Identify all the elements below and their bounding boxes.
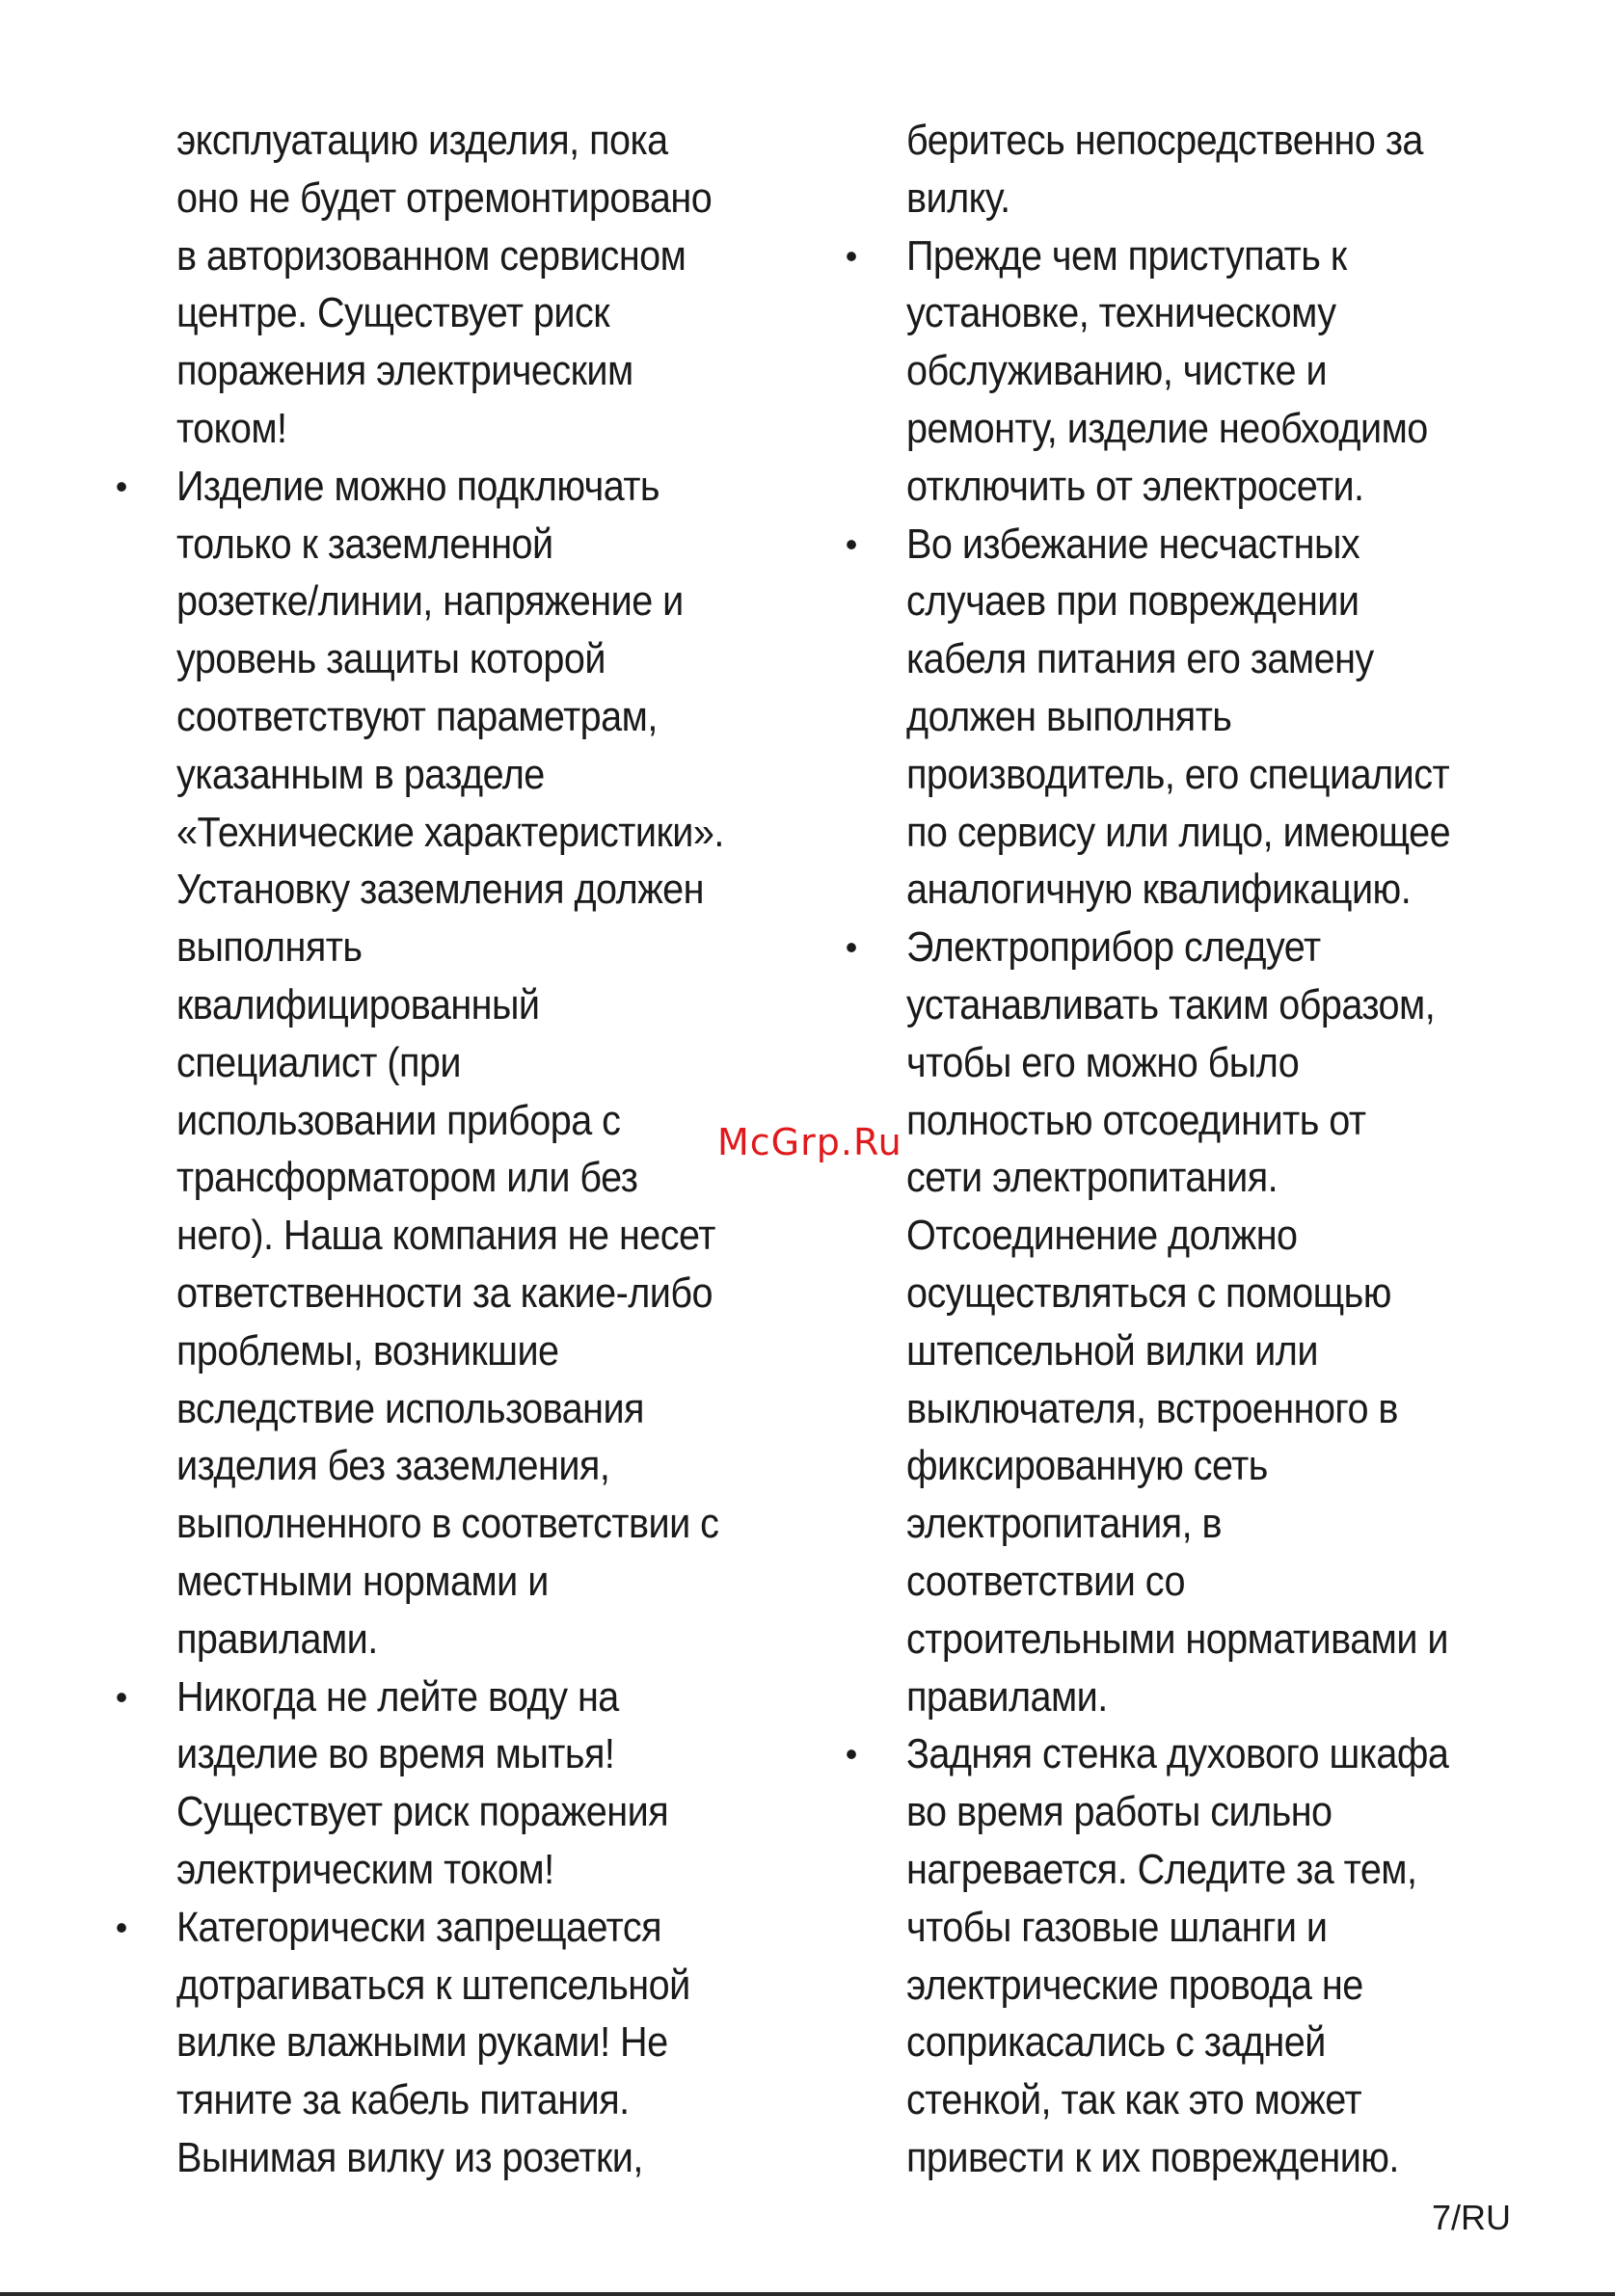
- bullet-icon: •: [845, 1734, 858, 1775]
- text-line: использовании прибора с: [176, 1096, 621, 1144]
- text-line: сети электропитания.: [906, 1154, 1279, 1202]
- bullet-icon: •: [115, 466, 128, 506]
- watermark-text: McGrp.Ru: [717, 1121, 902, 1163]
- text-line: привести к их повреждению.: [906, 2133, 1399, 2181]
- text-line: нагревается. Следите за тем,: [906, 1845, 1417, 1893]
- text-line: вилке влажными руками! Не: [176, 2018, 668, 2067]
- text-line: эксплуатацию изделия, пока: [176, 117, 668, 164]
- text-line: Установку заземления должен: [176, 866, 704, 914]
- text-line: Вынимая вилку из розетки,: [176, 2133, 643, 2181]
- list-item-text: [176, 1899, 812, 2187]
- text-line: указанным в разделе: [176, 750, 545, 798]
- page-number: 7/RU: [1431, 2198, 1511, 2237]
- text-line: штепсельной вилки или: [906, 1326, 1318, 1375]
- text-line: ответственности за какие-либо: [176, 1268, 713, 1317]
- text-line: соответствуют параметрам,: [176, 692, 658, 740]
- list-item-text: [906, 516, 1522, 920]
- text-line: проблемы, возникшие: [176, 1326, 559, 1375]
- list-item-text: [906, 227, 1522, 516]
- list-item: [115, 1669, 813, 1899]
- text-line: устанавливать таким образом,: [906, 980, 1436, 1028]
- text-line: вилку.: [906, 174, 1010, 222]
- text-line: во время работы сильно: [906, 1788, 1332, 1836]
- text-line: должен выполнять: [906, 692, 1232, 740]
- text-line: изделие во время мытья!: [176, 1730, 615, 1778]
- text-line: установке, техническому: [906, 289, 1336, 337]
- text-line: электропитания, в: [906, 1500, 1222, 1548]
- text-line: выключателя, встроенного в: [906, 1384, 1398, 1432]
- text-line: тяните за кабель питания.: [176, 2076, 630, 2124]
- text-line: только к заземленной: [176, 520, 553, 568]
- text-line: беритесь непосредственно за: [906, 117, 1423, 164]
- text-line: оно не будет отремонтировано: [176, 174, 713, 222]
- list-item-text: [176, 1669, 812, 1899]
- text-line: выполнять: [176, 923, 363, 972]
- text-line: осуществляться с помощью: [906, 1268, 1391, 1317]
- text-line: чтобы его можно было: [906, 1038, 1300, 1086]
- bullet-icon: •: [115, 1676, 128, 1717]
- text-line: отключить от электросети.: [906, 462, 1364, 510]
- text-line: Электроприбор следует: [906, 923, 1321, 972]
- bullet-icon: •: [845, 523, 858, 564]
- text-line: соприкасались с задней: [906, 2018, 1326, 2067]
- text-line: электрические провода не: [906, 1961, 1363, 2009]
- left-intro-paragraph: [176, 112, 812, 458]
- text-line: правилами.: [176, 1615, 378, 1663]
- text-line: Изделие можно подключать: [176, 462, 660, 510]
- text-line: обслуживанию, чистке и: [906, 347, 1328, 395]
- bullet-icon: •: [845, 927, 858, 968]
- text-line: строительными нормативами и: [906, 1615, 1448, 1663]
- bullet-icon: •: [845, 235, 858, 276]
- text-line: полностью отсоединить от: [906, 1096, 1366, 1144]
- text-line: Никогда не лейте воду на: [176, 1672, 619, 1721]
- text-line: Во избежание несчастных: [906, 520, 1360, 568]
- text-line: стенкой, так как это может: [906, 2076, 1362, 2124]
- text-line: электрическим током!: [176, 1845, 554, 1893]
- list-item-text: [176, 458, 812, 1669]
- right-column: [845, 112, 1523, 2187]
- text-line: по сервису или лицо, имеющее: [906, 808, 1451, 856]
- list-item: [845, 227, 1523, 516]
- text-line: случаев при повреждении: [906, 577, 1359, 626]
- list-item: [845, 516, 1523, 920]
- list-item: [845, 919, 1523, 1725]
- text-line: поражения электрическим: [176, 347, 633, 395]
- text-line: Существует риск поражения: [176, 1788, 669, 1836]
- list-item: [115, 1899, 813, 2187]
- text-line: соответствии со: [906, 1557, 1185, 1605]
- text-line: уровень защиты которой: [176, 635, 606, 683]
- text-line: чтобы газовые шланги и: [906, 1903, 1328, 1951]
- text-line: фиксированную сеть: [906, 1442, 1268, 1490]
- list-item: [845, 1725, 1523, 2186]
- text-line: Отсоединение должно: [906, 1212, 1298, 1260]
- text-line: специалист (при: [176, 1038, 461, 1086]
- list-item-text: [906, 919, 1522, 1725]
- text-line: правилами.: [906, 1672, 1108, 1721]
- text-line: Задняя стенка духового шкафа: [906, 1730, 1449, 1778]
- text-line: розетке/линии, напряжение и: [176, 577, 684, 626]
- text-line: него). Наша компания не несет: [176, 1212, 715, 1260]
- text-line: кабеля питания его замену: [906, 635, 1374, 683]
- text-line: выполненного в соответствии с: [176, 1500, 719, 1548]
- text-line: центре. Существует риск: [176, 289, 610, 337]
- text-line: в авторизованном сервисном: [176, 231, 686, 280]
- bottom-divider: [0, 2292, 1615, 2296]
- text-line: аналогичную квалификацию.: [906, 866, 1412, 914]
- text-line: «Технические характеристики».: [176, 808, 724, 856]
- text-line: изделия без заземления,: [176, 1442, 610, 1490]
- text-line: трансформатором или без: [176, 1154, 638, 1202]
- text-line: дотрагиваться к штепсельной: [176, 1961, 690, 2009]
- text-line: квалифицированный: [176, 980, 540, 1028]
- text-line: вследствие использования: [176, 1384, 644, 1432]
- text-line: ремонту, изделие необходимо: [906, 404, 1428, 452]
- list-item: [115, 458, 813, 1669]
- list-item-text: [906, 1725, 1522, 2186]
- bullet-icon: •: [115, 1907, 128, 1947]
- text-line: Прежде чем приступать к: [906, 231, 1347, 280]
- right-intro-paragraph: [906, 112, 1522, 227]
- text-line: производитель, его специалист: [906, 750, 1450, 798]
- text-line: Категорически запрещается: [176, 1903, 662, 1951]
- text-line: местными нормами и: [176, 1557, 549, 1605]
- text-line: током!: [176, 404, 287, 452]
